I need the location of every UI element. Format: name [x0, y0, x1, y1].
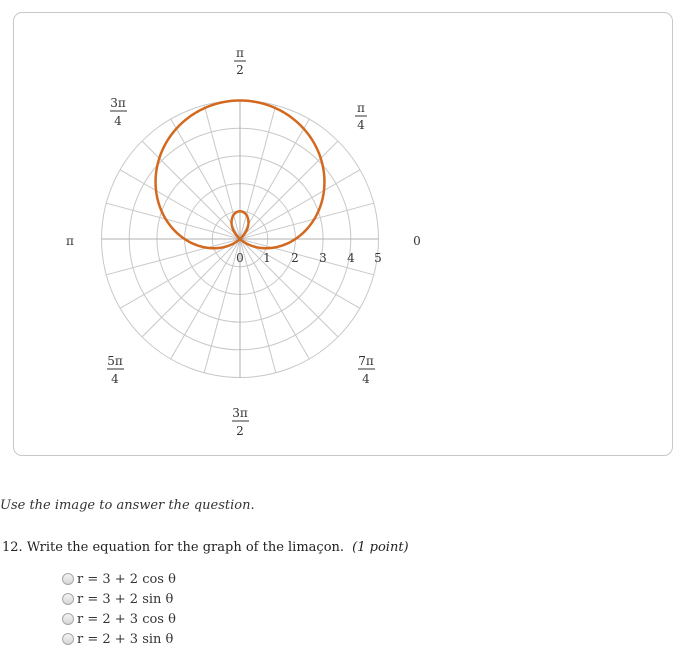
angle-label-pi: π: [66, 234, 74, 248]
choice-label: r = 2 + 3 sin θ: [77, 631, 174, 647]
grid-spoke: [106, 203, 240, 239]
grid-spoke: [240, 119, 309, 239]
grid-spoke: [171, 119, 240, 239]
figure-card: [13, 12, 673, 456]
svg-text:4: 4: [362, 372, 370, 386]
answer-choice-3[interactable]: [62, 609, 176, 629]
question-text: Write the equation for the graph of the limaçon.: [26, 540, 345, 555]
radio-button[interactable]: [62, 593, 74, 605]
svg-text:2: 2: [236, 424, 244, 438]
grid-spoke: [120, 170, 240, 239]
radial-tick-4: 4: [347, 251, 355, 265]
grid-spoke: [240, 239, 360, 308]
question-points: (1 point): [352, 540, 409, 555]
instruction-text: Use the image to answer the question.: [0, 498, 255, 513]
grid-spoke: [106, 239, 240, 275]
answer-choices: [62, 569, 176, 649]
answer-choice-4[interactable]: [62, 629, 176, 649]
grid-spoke: [120, 239, 240, 308]
grid-spoke: [240, 203, 374, 239]
radial-tick-0: 0: [236, 251, 244, 265]
angle-label-5pi-over-4: [107, 354, 124, 386]
svg-text:5π: 5π: [107, 354, 123, 368]
radial-tick-1: 1: [263, 251, 271, 265]
choice-label: r = 3 + 2 sin θ: [77, 591, 174, 607]
svg-text:π: π: [357, 101, 365, 115]
grid-spoke: [171, 239, 240, 359]
angle-label-7pi-over-4: [358, 354, 375, 386]
radio-button[interactable]: [62, 633, 74, 645]
svg-text:3π: 3π: [110, 96, 126, 110]
svg-text:4: 4: [114, 114, 122, 128]
grid-spoke: [142, 239, 240, 337]
angle-label-zero: 0: [413, 234, 421, 248]
svg-text:3π: 3π: [232, 406, 248, 420]
choice-label: r = 2 + 3 cos θ: [77, 611, 176, 627]
svg-text:4: 4: [111, 372, 119, 386]
angle-label-3pi-over-4: [110, 96, 127, 128]
radio-button[interactable]: [62, 573, 74, 585]
grid-spoke: [240, 105, 276, 239]
svg-text:2: 2: [236, 63, 244, 77]
radio-button[interactable]: [62, 613, 74, 625]
question-prompt: [2, 540, 409, 555]
svg-text:7π: 7π: [358, 354, 374, 368]
grid-spoke: [204, 239, 240, 373]
radial-tick-2: 2: [291, 251, 299, 265]
angle-label-3pi-over-2: [232, 406, 249, 438]
polar-graph: [14, 13, 672, 455]
question-number: 12.: [2, 540, 23, 555]
grid-spoke: [240, 170, 360, 239]
radial-tick-5: 5: [374, 251, 382, 265]
grid-spoke: [240, 239, 309, 359]
grid-spoke: [204, 105, 240, 239]
angle-label-pi-over-4: [355, 101, 367, 132]
answer-choice-1[interactable]: [62, 569, 176, 589]
choice-label: r = 3 + 2 cos θ: [77, 571, 176, 587]
svg-text:4: 4: [357, 118, 365, 132]
radial-tick-3: 3: [319, 251, 327, 265]
angle-label-pi-over-2: [234, 46, 246, 77]
svg-text:π: π: [236, 46, 244, 60]
answer-choice-2[interactable]: [62, 589, 176, 609]
radial-tick-labels: [236, 251, 382, 265]
